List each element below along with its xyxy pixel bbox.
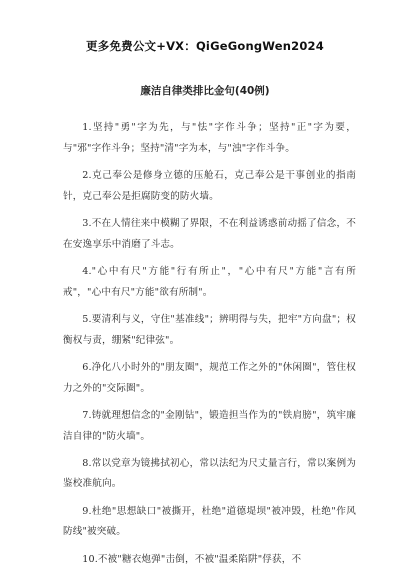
paragraph-3: 3.不在人情往来中模糊了界限，不在利益诱惑前动摇了信念，不在安逸享乐中消磨了斗志。 [63, 217, 356, 250]
paragraph-10: 10.不被"糖衣炮弹"击倒，不被"温柔陷阱"俘获，不 [82, 553, 302, 565]
paragraph-4: 4."心中有尺"方能"行有所止"，"心中有尺"方能"言有所戒"，"心中有尺"方能"欲有所制"。 [63, 265, 356, 298]
document-body [63, 118, 356, 577]
paragraph-8: 8.常以党章为镜拂拭初心，常以法纪为尺丈量言行，常以案例为鉴校准航向。 [63, 457, 356, 490]
paragraph-1: 1.坚持"勇"字为先，与"怯"字作斗争；坚持"正"字为要，与"邪"字作斗争；坚持"清"字为本，与"浊"字作斗争。 [63, 122, 356, 154]
paragraph-9: 9.杜绝"思想缺口"被撕开，杜绝"道德堤坝"被冲毁，杜绝"作风防线"被突破。 [63, 505, 356, 538]
document-title: 廉洁自律类排比金句(40例) [140, 85, 270, 97]
paragraph-7: 7.铸就理想信念的"金刚钻"，锻造担当作为的"铁肩膀"，筑牢廉洁自律的"防火墙"。 [63, 409, 356, 442]
page-header: 更多免费公文+VX：QiGeGongWen2024 [86, 39, 324, 53]
paragraph-6: 6.净化八小时外的"朋友圈"，规范工作之外的"休闲圈"，管住权力之外的"交际圈"。 [63, 361, 356, 394]
paragraph-2: 2.克己奉公是修身立德的压舱石，克己奉公是干事创业的指南针，克己奉公是拒腐防变的防火墙。 [63, 169, 356, 202]
paragraph-5: 5.要清利与义，守住"基准线"；辨明得与失，把牢"方向盘"；权衡权与责，绷紧"纪律弦"。 [63, 313, 356, 346]
